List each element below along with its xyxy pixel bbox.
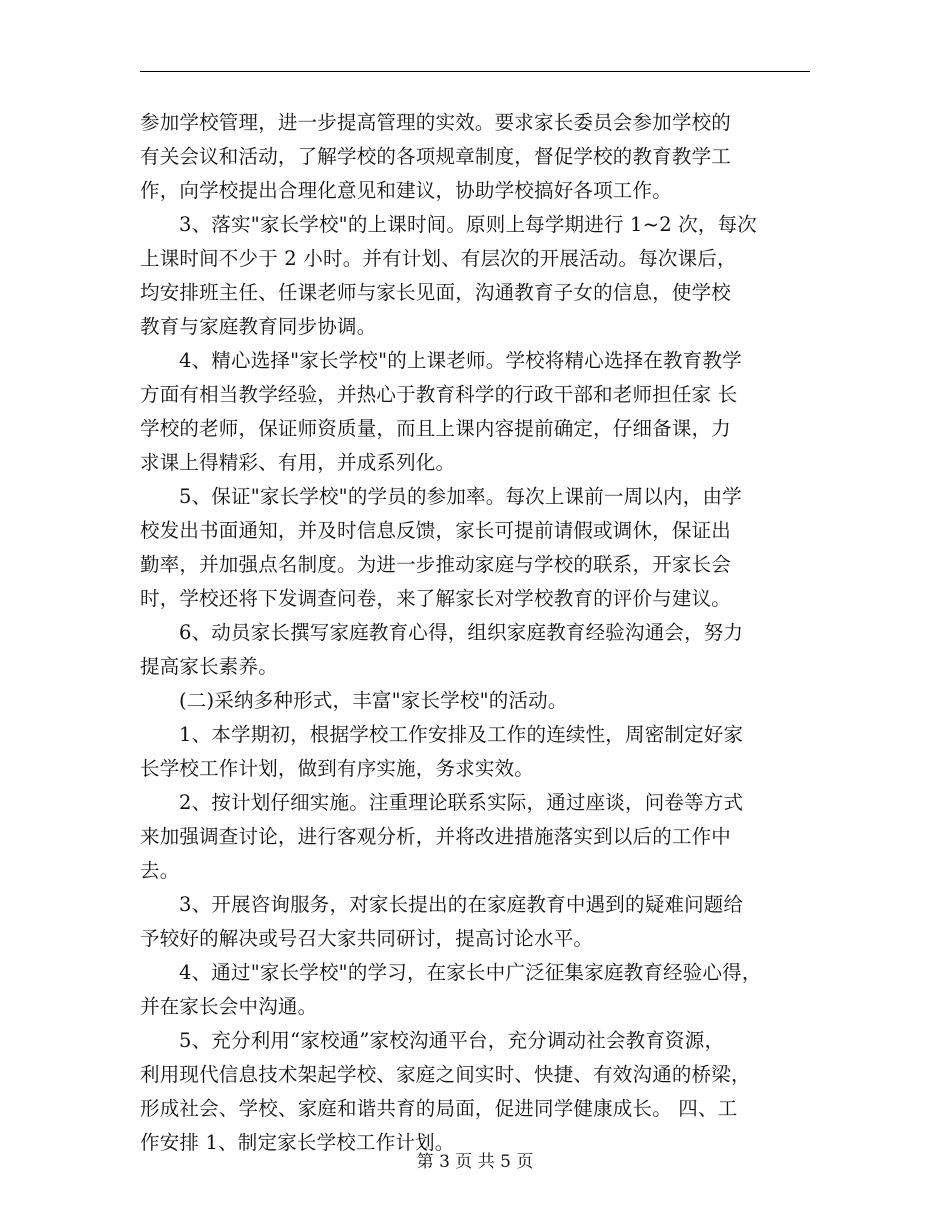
text-line: 教育与家庭教育同步协调。 bbox=[140, 315, 377, 338]
text-line: 1、本学期初，根据学校工作安排及工作的连续性，周密制定好家 bbox=[179, 723, 744, 746]
text-line: 求课上得精彩、有用，并成系列化。 bbox=[140, 451, 456, 474]
text-line: 学校的老师，保证师资质量，而且上课内容提前确定，仔细备课，力 bbox=[140, 417, 732, 440]
text-line: 作，向学校提出合理化意见和建议，协助学校搞好各项工作。 bbox=[140, 179, 672, 202]
text-line: 校发出书面通知，并及时信息反馈，家长可提前请假或调休，保证出 bbox=[140, 519, 732, 542]
text-line: 3、开展咨询服务，对家长提出的在家庭教育中遇到的疑难问题给 bbox=[179, 893, 744, 916]
text-line: 2、按计划仔细实施。注重理论联系实际，通过座谈，问卷等方式 bbox=[179, 791, 744, 814]
text-line: 并在家长会中沟通。 bbox=[140, 995, 318, 1018]
text-line: 勤率，并加强点名制度。为进一步推动家庭与学校的联系，开家长会 bbox=[140, 553, 732, 576]
text-line: 时，学校还将下发调查问卷，来了解家长对学校教育的评价与建议。 bbox=[140, 587, 732, 610]
text-line: 4、通过"家长学校"的学习，在家长中广泛征集家庭教育经验心得， bbox=[179, 961, 762, 984]
text-line: 有关会议和活动，了解学校的各项规章制度，督促学校的教育教学工 bbox=[140, 145, 732, 168]
text-line: 去。 bbox=[140, 859, 180, 882]
text-line: 作安排 1、制定家长学校工作计划。 bbox=[140, 1131, 455, 1154]
text-line: 3、落实"家长学校"的上课时间。原则上每学期进行 1~2 次，每次 bbox=[179, 213, 757, 236]
text-line: 方面有相当教学经验，并热心于教育科学的行政干部和老师担任家 长 bbox=[140, 383, 738, 406]
header-rule bbox=[140, 71, 810, 72]
page-number-footer: 第 3 页 共 5 页 bbox=[416, 1152, 534, 1172]
text-line: 利用现代信息技术架起学校、家庭之间实时、快捷、有效沟通的桥梁， bbox=[140, 1063, 751, 1086]
text-line: 均安排班主任、任课老师与家长见面，沟通教育子女的信息，使学校 bbox=[140, 281, 732, 304]
text-line: 形成社会、学校、家庭和谐共育的局面，促进同学健康成长。 四、工 bbox=[140, 1097, 738, 1120]
text-line: 参加学校管理，进一步提高管理的实效。要求家长委员会参加学校的 bbox=[140, 111, 732, 134]
text-line: (二)采纳多种形式，丰富"家长学校"的活动。 bbox=[179, 689, 568, 712]
text-line: 4、精心选择"家长学校"的上课老师。学校将精心选择在教育教学 bbox=[179, 349, 742, 372]
text-line: 5、充分利用“家校通”家校沟通平台，充分调动社会教育资源， bbox=[179, 1029, 725, 1052]
text-line: 上课时间不少于 2 小时。并有计划、有层次的开展活动。每次课后， bbox=[140, 247, 737, 270]
text-line: 提高家长素养。 bbox=[140, 655, 278, 678]
text-line: 6、动员家长撰写家庭教育心得，组织家庭教育经验沟通会，努力 bbox=[179, 621, 744, 644]
text-line: 予较好的解决或号召大家共同研讨，提高讨论水平。 bbox=[140, 927, 594, 950]
document-body bbox=[140, 106, 812, 1160]
text-line: 来加强调查讨论，进行客观分析，并将改进措施落实到以后的工作中 bbox=[140, 825, 732, 848]
text-line: 5、保证"家长学校"的学员的参加率。每次上课前一周以内，由学 bbox=[179, 485, 742, 508]
text-line: 长学校工作计划，做到有序实施，务求实效。 bbox=[140, 757, 535, 780]
